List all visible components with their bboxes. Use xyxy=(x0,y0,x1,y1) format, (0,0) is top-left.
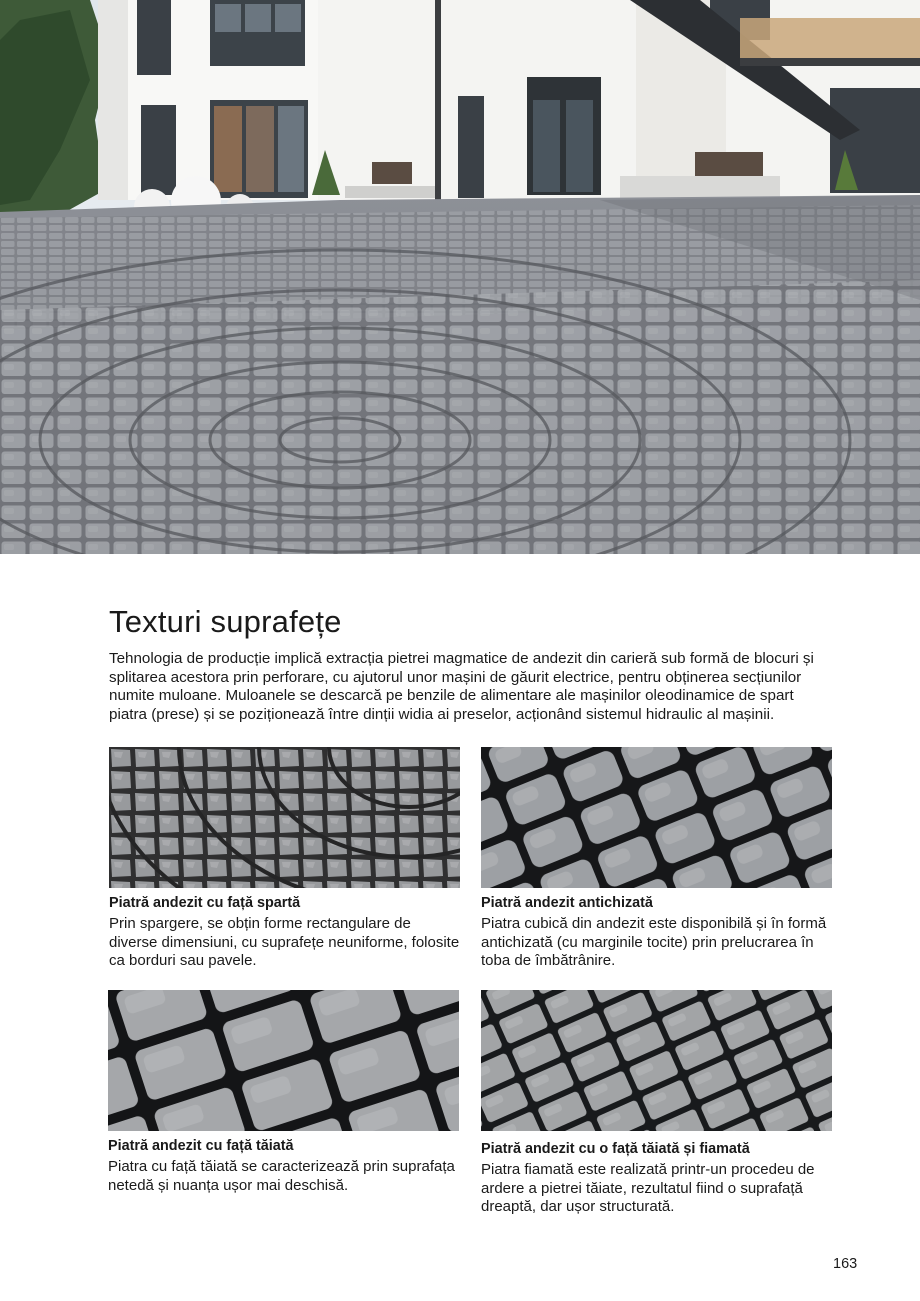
page-number: 163 xyxy=(833,1256,858,1272)
texture-description: Prin spargere, se obțin forme rectangulare de diverse dimensiuni, cu suprafețe neuniforme, folosite ca borduri sau pavele. xyxy=(109,915,460,970)
texture-photo-sawn-face xyxy=(108,990,459,1131)
texture-photo-flamed xyxy=(481,990,832,1131)
page-title: Texturi suprafețe xyxy=(109,604,342,639)
texture-description: Piatra cubică din andezit este disponibilă și în formă antichizată (cu marginile tocite) prin prelucrarea în toba de îmbătrânire. xyxy=(481,915,827,970)
texture-card-sawn-face xyxy=(108,990,460,1195)
texture-description: Piatra cu față tăiată se caracterizează prin suprafața netedă și nuanța ușor mai deschisă. xyxy=(108,1158,455,1194)
texture-title: Piatră andezit cu față tăiată xyxy=(108,1138,294,1154)
texture-card-flamed xyxy=(481,990,833,1217)
texture-title: Piatră andezit cu față spartă xyxy=(109,895,301,911)
hero-photo-building-courtyard xyxy=(0,0,920,554)
texture-card-antiqued xyxy=(481,747,833,971)
texture-photo-split-face xyxy=(109,747,460,888)
texture-title: Piatră andezit antichizată xyxy=(481,895,653,911)
texture-description: Piatra fiamată este realizată printr-un procedeu de ardere a pietrei tăiate, rezultatul fiind o suprafață dreaptă, dar ușor structurată. xyxy=(481,1161,815,1216)
texture-card-split-face xyxy=(109,747,461,971)
texture-title: Piatră andezit cu o față tăiată și fiamată xyxy=(481,1141,750,1157)
intro-paragraph: Tehnologia de producție implică extracția pietrei magmatice de andezit din carieră sub formă de blocuri și splitarea acestora prin perforare, cu ajutorul unor mașini de găurit electrice, pentru obținerea secțiunilor numite muloane. Muloanele se descarcă pe benzile de alimentare ale mașinilor oleodinamice de spart piatra (prese) și se poziționează între dinții widia ai preselor, acționând sistemul hidraulic al mașinii. xyxy=(109,650,814,723)
texture-photo-antiqued xyxy=(481,747,832,888)
